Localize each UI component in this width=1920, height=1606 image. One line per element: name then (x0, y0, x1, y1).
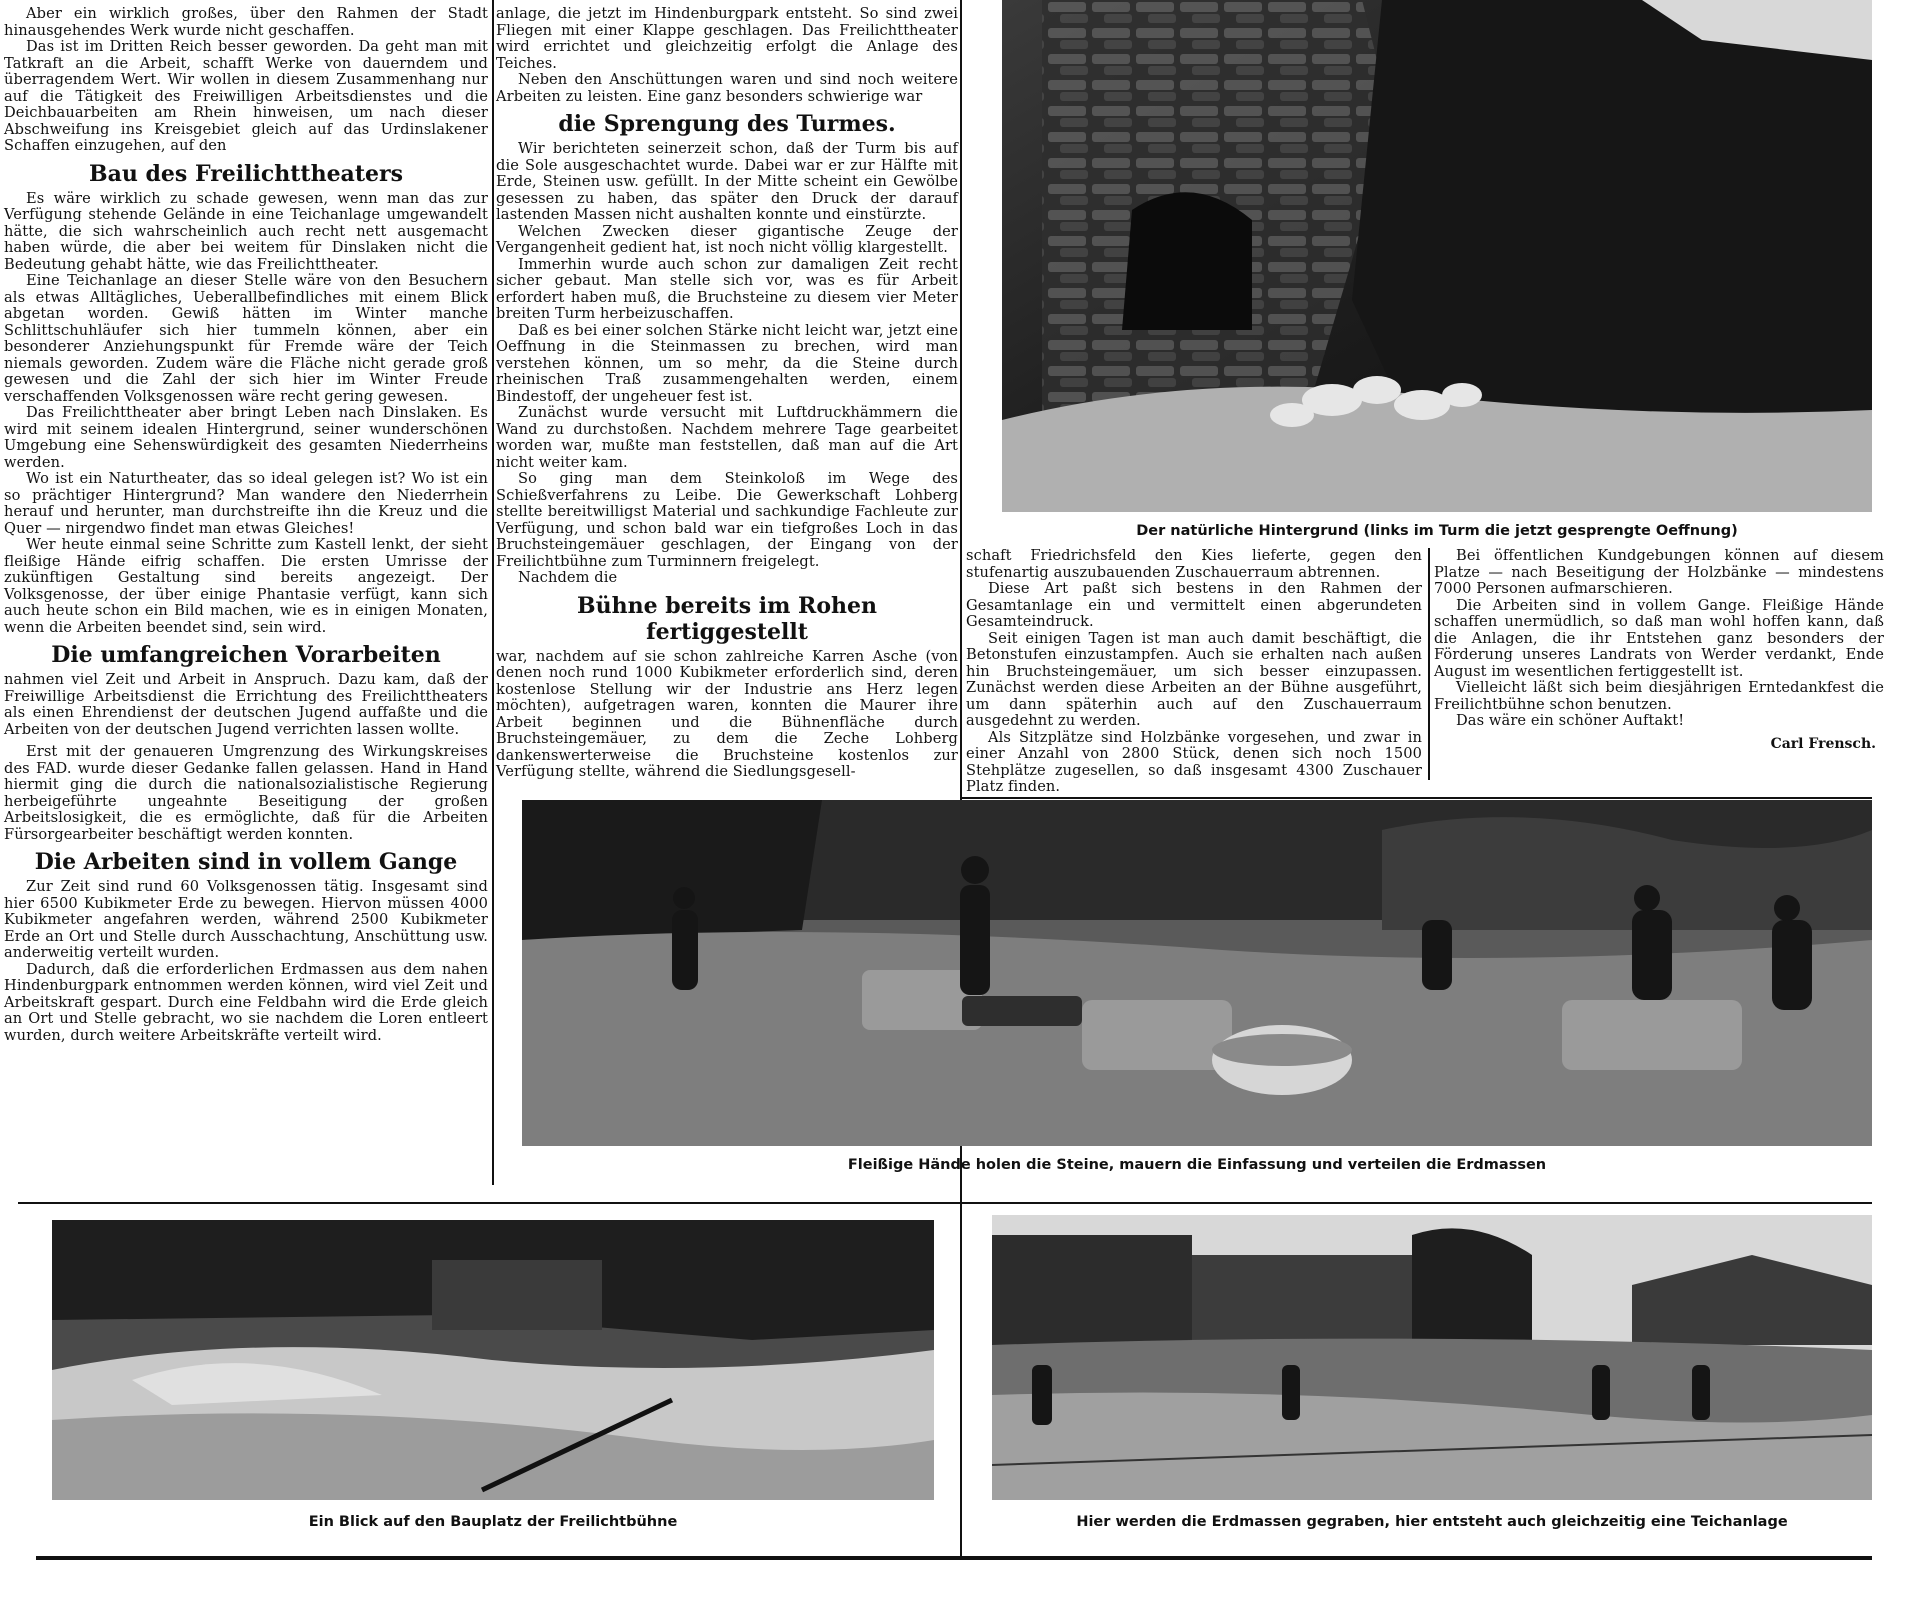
paragraph: nahmen viel Zeit und Arbeit in Anspruch. Dazu kam, daß der Freiwillige Arbeitsdienst die Errichtung des Freilichttheaters als einen Ehrendienst der deutschen Jugend auffaßte und die Arbeiten von der deutschen Jugend verrichten lassen wollte. (4, 671, 488, 738)
paragraph: Welchen Zwecken dieser gigantische Zeuge der Vergangenheit gedient hat, ist noch nicht völlig klargestellt. (496, 222, 958, 256)
paragraph: Aber ein wirklich großes, über den Rahmen der Stadt hinausgehendes Werk wurde nicht geschaffen. (4, 5, 488, 39)
paragraph: Zur Zeit sind rund 60 Volksgenossen tätig. Insgesamt sind hier 6500 Kubikmeter Erde zu bewegen. Hiervon müssen 4000 Kubikmeter angefahren werden, während 2500 Kubikmeter Erde an Ort und Stelle durch Ausschachtung, Anschüttung usw. anderweitig verteilt wurden. (4, 878, 488, 961)
paragraph: schaft Friedrichsfeld den Kies lieferte, gegen den stufenartig auszubauenden Zuschauerraum abtrennen. (966, 547, 1422, 581)
paragraph: Neben den Anschüttungen waren und sind noch weitere Arbeiten zu leisten. Eine ganz besonders schwierige war (496, 71, 958, 105)
paragraph: So ging man dem Steinkoloß im Wege des Schießverfahrens zu Leibe. Die Gewerkschaft Lohberg stellte bereitwilligst Material und sachkundige Fachleute zur Verfügung, und schon bald war ein tiefgroßes Loch in das Bruchsteingemäuer geschlagen, der Eingang von der Freilichtbühne zum Turminnern freigelegt. (496, 470, 958, 570)
photo-tower-background (1002, 0, 1872, 512)
paragraph: Dadurch, daß die erforderlichen Erdmassen aus dem nahen Hindenburgpark entnommen werden können, wird viel Zeit und Arbeitskraft gespart. Durch eine Feldbahn wird die Erde gleich an Ort und Stelle gebracht, wo sie nachdem die Loren entleert wurden, durch weitere Arbeitskräfte verteilt wird. (4, 960, 488, 1044)
photo-workers (522, 800, 1872, 1146)
article-column-4 (1434, 548, 1884, 752)
article-column-3 (966, 548, 1422, 796)
paragraph: Das Freilichttheater aber bringt Leben nach Dinslaken. Es wird mit seinem idealen Hintergrund, seiner wunderschönen Umgebung eine Sehenswürdigkeit des gesamten Niederrheins werden. (4, 404, 488, 471)
caption-site: Ein Blick auf den Bauplatz der Freilichtbühne (308, 1514, 678, 1530)
column-rule (1428, 548, 1430, 780)
paragraph: Wo ist ein Naturtheater, das so ideal gelegen ist? Wo ist ein so prächtiger Hintergrund? Man wandere den Niederrhein herauf und herunter, man durchstreifte ihn die Kreuz und die Quer — nirgendwo findet man etwas Gleiches! (4, 470, 488, 537)
photo-pond-excavation (992, 1215, 1872, 1500)
caption-tower: Der natürliche Hintergrund (links im Turm die jetzt gesprengte Oeffnung) (1136, 523, 1738, 539)
section-rule (960, 797, 1872, 799)
article-column-2 (496, 6, 958, 781)
caption-pond: Hier werden die Erdmassen gegraben, hier entsteht auch gleichzeitig eine Teichanlage (1076, 1514, 1788, 1530)
paragraph: war, nachdem auf sie schon zahlreiche Karren Asche (von denen noch rund 1000 Kubikmeter erforderlich sind, deren kostenlose Stellung wir der Industrie ans Herz legen möchten), aufgetragen waren, konnten die Maurer ihre Arbeit beginnen und die Bühnenfläche durch Bruchsteingemäuer, zu dem die Zeche Lohberg dankenswerterweise die Bruchsteine kostenlos zur Verfügung stellte, während die Siedlungsgesell- (496, 647, 958, 780)
article-column-1 (4, 6, 488, 1044)
subheading: die Sprengung des Turmes. (558, 111, 896, 137)
paragraph: Immerhin wurde auch schon zur damaligen Zeit recht sicher gebaut. Man stelle sich vor, was es für Arbeit erfordert haben muß, die Bruchsteine zu diesem vier Meter breiten Turm herbeizuschaffen. (496, 255, 958, 322)
subheading: Die umfangreichen Vorarbeiten (51, 642, 441, 668)
page-bottom-rule (36, 1556, 1872, 1560)
paragraph: Diese Art paßt sich bestens in den Rahmen der Gesamtanlage ein und vermittelt einen abgerundeten Gesamteindruck. (966, 580, 1422, 630)
paragraph: Bei öffentlichen Kundgebungen können auf diesem Platze — nach Beseitigung der Holzbänke — mindestens 7000 Personen aufmarschieren. (1434, 547, 1884, 597)
paragraph: Wir berichteten seinerzeit schon, daß der Turm bis auf die Sole ausgeschachtet wurde. Dabei war er zur Hälfte mit Erde, Steinen usw. gefüllt. In der Mitte scheint ein Gewölbe gesessen zu haben, das später den Druck der darauf lastenden Massen nicht aushalten konnte und einstürzte. (496, 140, 958, 223)
paragraph: Zunächst wurde versucht mit Luftdruckhämmern die Wand zu durchstoßen. Nachdem mehrere Tage gearbeitet worden war, mußte man feststellen, daß man auf die Art nicht weiter kam. (496, 404, 958, 471)
photo-construction-site (52, 1220, 934, 1500)
caption-workers: Fleißige Hände holen die Steine, mauern die Einfassung und verteilen die Erdmassen (847, 1157, 1547, 1173)
paragraph: Wer heute einmal seine Schritte zum Kastell lenkt, der sieht fleißige Hände eifrig schaffen. Die ersten Umrisse der zukünftigen Gestaltung sind bereits angezeigt. Der Volksgenosse, der über einige Phantasie verfügt, kann sich auch heute schon ein Bild machen, wie es in einigen Monaten, wenn die Arbeiten beendet sind, sein wird. (4, 536, 488, 636)
photo-workers-image (522, 800, 1872, 1146)
section-rule (18, 1202, 1872, 1204)
paragraph: Es wäre wirklich zu schade gewesen, wenn man das zur Verfügung stehende Gelände in eine Teichanlage umgewandelt hätte, die sich wahrscheinlich auch recht nett ausgemacht haben würde, die aber bei weitem für Dinslaken nicht die Bedeutung gehabt hätte, wie das Freilichttheater. (4, 189, 488, 273)
paragraph: Nachdem die (518, 569, 618, 586)
paragraph: Eine Teichanlage an dieser Stelle wäre von den Besuchern als etwas Alltägliches, Ueberallbefindliches mit einem Blick abgetan worden. Gewiß hätten im Winter manche Schlittschuhläufer sich hier tummeln können, aber ein besonderer Anziehungspunkt für Fremde wäre der Teich niemals geworden. Zudem wäre die Fläche nicht gerade groß gewesen und die Zahl der sich hier im Winter Freude verschaffenden Volksgenossen wäre recht gering gewesen. (4, 272, 488, 405)
photo-pond-image (992, 1215, 1872, 1500)
paragraph: Das wäre ein schöner Auftakt! (1456, 712, 1685, 729)
paragraph: Erst mit der genaueren Umgrenzung des Wirkungskreises des FAD. wurde dieser Gedanke fallen gelassen. Hand in Hand hiermit ging die durch die nationalsozialistische Regierung herbeigeführte ungeahnte Beseitigung der großen Arbeitslosigkeit, die es ermöglichte, daß für die Arbeiten Fürsorgearbeiter beschäftigt werden konnten. (4, 743, 488, 843)
paragraph: anlage, die jetzt im Hindenburgpark entsteht. So sind zwei Fliegen mit einer Klappe geschlagen. Das Freilichttheater wird errichtet und gleichzeitig erfolgt die Anlage des Teiches. (496, 5, 958, 72)
column-rule (492, 0, 494, 1185)
paragraph: Daß es bei einer solchen Stärke nicht leicht war, jetzt eine Oeffnung in die Steinmassen zu brechen, wird man verstehen können, um so mehr, da die Steine durch rheinischen Traß zusammengehalten werden, einem Bindestoff, der ungeheuer fest ist. (496, 321, 958, 405)
subheading: Bau des Freilichttheaters (89, 160, 403, 187)
paragraph: Das ist im Dritten Reich besser geworden. Da geht man mit Tatkraft an die Arbeit, schafft Werke von dauerndem und überragendem Wert. Wir wollen in diesem Zusammenhang nur auf die Tätigkeit des Freiwilligen Arbeitsdienstes und die Deichbauarbeiten am Rhein hinweisen, um nach dieser Abschweifung ins Kreisgebiet gleich auf das Urdinslakener Schaffen einzugehen, auf den (4, 38, 488, 154)
photo-site-image (52, 1220, 934, 1500)
subheading: Bühne bereits im Rohen fertiggestellt (576, 592, 877, 645)
column-rule (960, 0, 962, 1560)
paragraph: Als Sitzplätze sind Holzbänke vorgesehen, und zwar in einer Anzahl von 2800 Stück, denen sich noch 1500 Stehplätze zugesellen, so daß insgesamt 4300 Zuschauer Platz finden. (966, 728, 1422, 795)
paragraph: Vielleicht läßt sich beim diesjährigen Erntedankfest die Freilichtbühne schon benutzen. (1434, 679, 1884, 713)
paragraph: Seit einigen Tagen ist man auch damit beschäftigt, die Betonstufen einzustampfen. Auch sie erhalten nach außen hin Bruchsteingemäuer, um sich besser einzupassen. Zunächst werden diese Arbeiten an der Bühne ausgeführt, um dann späterhin auch auf den Zuschauerraum ausgedehnt zu werden. (966, 629, 1422, 729)
paragraph: Die Arbeiten sind in vollem Gange. Fleißige Hände schaffen unermüdlich, so daß man wohl hoffen kann, daß die Anlagen, die ihr Entstehen ganz besonders der Förderung unseres Landrats von Werder verdankt, Ende August im wesentlichen fertiggestellt ist. (1434, 596, 1884, 680)
author-signature: Carl Frensch. (1770, 735, 1876, 752)
photo-tower-image (1002, 0, 1872, 512)
subheading: Die Arbeiten sind in vollem Gange (34, 849, 458, 875)
